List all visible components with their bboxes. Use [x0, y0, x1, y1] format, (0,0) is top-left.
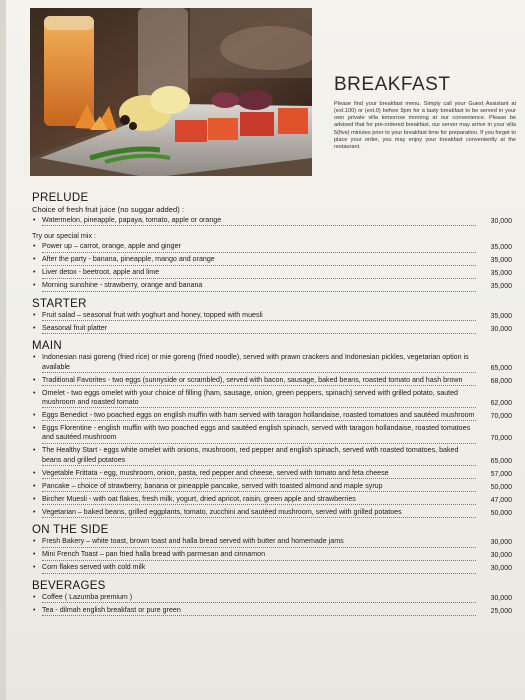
bullet-icon: •: [33, 606, 36, 614]
item-price: 70,000: [490, 435, 512, 443]
bullet-icon: •: [33, 482, 36, 490]
item-name: Vegetarian – baked beans, grilled eggplants, tomato, zucchini and sautéed mushroom, served with grilled potatoes: [42, 508, 476, 518]
breakfast-photo: [30, 8, 312, 176]
item-name: After the party - banana, pineapple, mango and orange: [42, 255, 476, 265]
list-item: [32, 469, 512, 479]
item-price: 62,000: [490, 400, 512, 408]
list-item: [32, 376, 512, 386]
item-price: 50,000: [490, 509, 512, 517]
item-price: 35,000: [490, 244, 512, 252]
item-name: Bircher Muesli - with oat flakes, fresh milk, yogurt, dried apricot, raisin, green apple and strawberries: [42, 495, 476, 505]
list-item: [32, 242, 512, 252]
item-name: Mini French Toast – pan fried halla bread with parmesan and cinnamon: [42, 550, 476, 560]
section-starter: [32, 298, 512, 334]
list-item: [32, 424, 512, 444]
item-name: Eggs Benedict - two poached eggs on english muffin with ham served with taragon hollandaise, roasted tomatoes and sautéed mushroom: [42, 411, 476, 421]
item-name: Indonesian nasi goreng (fried rice) or mie goreng (fried noodle), served with prawn crackers and Indonesian pickles, vegetarian option is available: [42, 353, 476, 373]
item-price: 35,000: [490, 270, 512, 278]
bullet-icon: •: [33, 538, 36, 546]
bullet-icon: •: [33, 469, 36, 477]
item-name: Vegetable Frittata - egg, mushroom, onion, pasta, red pepper and cheese, served with tomato and feta cheese: [42, 469, 476, 479]
bullet-icon: •: [33, 412, 36, 420]
section-main: [32, 340, 512, 518]
section-beverages: [32, 580, 512, 616]
item-price: 57,000: [490, 470, 512, 478]
item-name: Pancake – choice of strawberry, banana or pineapple pancake, served with toasted almond and maple syrup: [42, 482, 476, 492]
section-title-starter: STARTER: [32, 297, 87, 310]
item-price: 50,000: [490, 483, 512, 491]
list-item: [32, 593, 512, 603]
item-price: 30,000: [490, 594, 512, 602]
item-price: 25,000: [490, 607, 512, 615]
list-item: [32, 255, 512, 265]
list-item: [32, 446, 512, 466]
item-name: Corn flakes served with cold milk: [42, 563, 476, 573]
list-item: [32, 311, 512, 321]
list-item: [32, 563, 512, 573]
item-price: 68,000: [490, 377, 512, 385]
list-item: [32, 495, 512, 505]
bullet-icon: •: [33, 508, 36, 516]
item-price: 30,000: [490, 552, 512, 560]
bullet-icon: •: [33, 256, 36, 264]
item-name: Fresh Bakery – white toast, brown toast and halla bread served with butter and homemade jams: [42, 537, 476, 547]
item-price: 30,000: [490, 325, 512, 333]
list-item: [32, 508, 512, 518]
item-name: Morning sunshine - strawberry, orange and banana: [42, 281, 476, 291]
item-price: 30,000: [490, 539, 512, 547]
bullet-icon: •: [33, 324, 36, 332]
item-name: Liver detox - beetroot, apple and lime: [42, 268, 476, 278]
item-name: The Healthy Start - eggs white omelet with onions, mushroom, red pepper and english spinach, served with roasted tomatoes, baked beans and grilled potatoes: [42, 446, 476, 466]
prelude-subtitle: Choice of fresh fruit juice (no suggar added) :: [32, 205, 184, 214]
list-item: [32, 411, 512, 421]
item-name: Omelet - two eggs omelet with your choice of filling (ham, sausage, onion, green peppers, spinach) served with grilled potato, sauted mushroom and roasted tomato: [42, 389, 476, 409]
item-price: 35,000: [490, 312, 512, 320]
intro-paragraph: Please find your breakfast menu. Simply call your Guest Assistant at (ext.100) or (ext.0) before 9pm for a tasty breakfast to be served in your own private villa tomorrow morning at our convenience. Please be advised that for pre-ordered breakfast, our server may arrive in your villa 5(five) minutes prior to your breakfast time for preparation. If you forget to place your order, you may enjoy your breakfast conveniently at the restaurant.: [334, 101, 516, 150]
list-item: [32, 324, 512, 334]
item-price: 35,000: [490, 257, 512, 265]
menu-body: [32, 192, 512, 619]
bullet-icon: •: [33, 495, 36, 503]
list-item: [32, 216, 512, 226]
section-title-beverages: BEVERAGES: [32, 579, 106, 592]
item-price: 47,000: [490, 496, 512, 504]
section-prelude: [32, 192, 512, 292]
item-price: 65,000: [490, 364, 512, 372]
list-item: [32, 482, 512, 492]
item-price: 30,000: [490, 565, 512, 573]
list-item: [32, 353, 512, 373]
section-on-the-side: [32, 524, 512, 573]
bullet-icon: •: [33, 425, 36, 433]
list-item: [32, 389, 512, 409]
bullet-icon: •: [33, 217, 36, 224]
item-price: 65,000: [490, 457, 512, 465]
list-item: [32, 550, 512, 560]
item-name: Eggs Florentine - english muffin with two poached eggs and sautéed english spinach, served with taragon hollandaise, roasted tomatoes and sautéed mushroom: [42, 424, 476, 444]
list-item: [32, 606, 512, 616]
list-item: [32, 268, 512, 278]
item-name: Watermelon, pineapple, papaya, tomato, apple or orange: [42, 216, 476, 226]
bullet-icon: •: [33, 447, 36, 455]
list-item: [32, 537, 512, 547]
bullet-icon: •: [33, 551, 36, 559]
bullet-icon: •: [33, 243, 36, 251]
section-title-prelude: PRELUDE: [32, 192, 89, 204]
special-mix-label: Try our special mix :: [32, 231, 97, 241]
item-price: 35,000: [490, 283, 512, 291]
item-name: Power up – carrot, orange, apple and ginger: [42, 242, 476, 252]
breakfast-photo-image: [30, 8, 312, 176]
bullet-icon: •: [33, 389, 36, 397]
item-name: Seasonal fruit platter: [42, 324, 476, 334]
item-name: Tea - dilmah english breakfast or pure green: [42, 606, 476, 616]
page-title: BREAKFAST: [334, 74, 451, 95]
item-name: Traditional Favorites - two eggs (sunnyside or scrambled), served with bacon, sausage, baked beans, roasted tomato and hash brown: [42, 376, 476, 386]
section-title-main: MAIN: [32, 340, 62, 353]
item-price: 30,000: [490, 218, 512, 225]
item-price: 70,000: [490, 413, 512, 421]
item-name: Coffee ( Lazumba premium ): [42, 593, 476, 603]
bullet-icon: •: [33, 311, 36, 319]
list-item: [32, 281, 512, 291]
section-title-side: ON THE SIDE: [32, 524, 109, 537]
bullet-icon: •: [33, 564, 36, 572]
bullet-icon: •: [33, 282, 36, 290]
bullet-icon: •: [33, 376, 36, 384]
bullet-icon: •: [33, 593, 36, 601]
item-name: Fruit salad – seasonal fruit with yoghurt and honey, topped with muesli: [42, 311, 476, 321]
bullet-icon: •: [33, 269, 36, 277]
bullet-icon: •: [33, 354, 36, 362]
